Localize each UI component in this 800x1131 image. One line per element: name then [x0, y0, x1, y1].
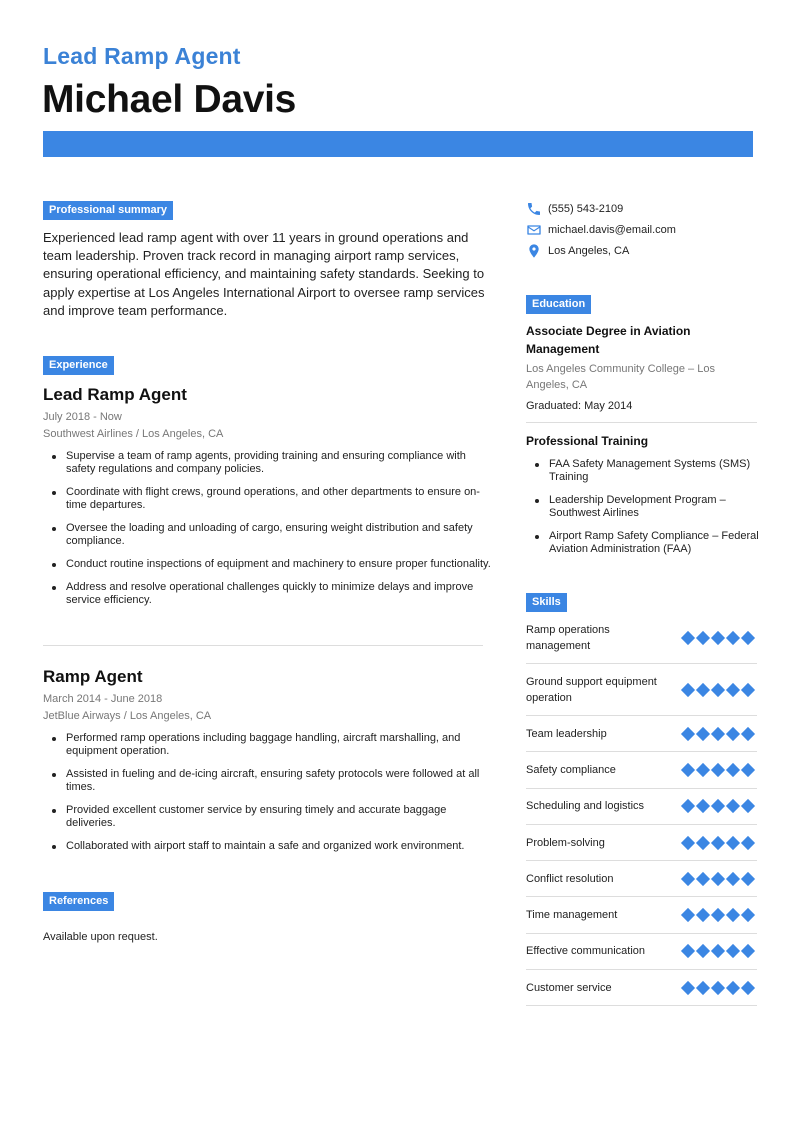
- skill-rating: [683, 685, 753, 695]
- education-school: Los Angeles Community College – Los Angeles, CA: [526, 363, 715, 391]
- skill-rating: [683, 765, 753, 775]
- rating-diamond-icon: [696, 908, 710, 922]
- summary-text: Experienced lead ramp agent with over 11 years in ground operations and team leadership. Proven track record in managing airport ramp services, ensuring operational efficiency, and maintaining safety standards. Seeking to apply expertise at Los Angeles International Airport to oversee ramp services and improve team performance.: [43, 230, 485, 318]
- rating-diamond-icon: [711, 835, 725, 849]
- skill-name: Ground support equipment operation: [526, 675, 657, 704]
- job-bullets: [43, 732, 493, 853]
- rating-diamond-icon: [696, 630, 710, 644]
- rating-diamond-icon: [726, 682, 740, 696]
- job-bullets: [43, 450, 493, 607]
- section-heading-skills: Skills: [526, 593, 567, 612]
- skill-rating: [683, 910, 753, 920]
- rating-diamond-icon: [741, 981, 755, 995]
- skill-row: [526, 716, 757, 752]
- rating-diamond-icon: [711, 908, 725, 922]
- rating-diamond-icon: [741, 727, 755, 741]
- job-entry: [43, 667, 493, 863]
- list-item: Leadership Development Program – Southwest Airlines: [526, 494, 766, 520]
- rating-diamond-icon: [726, 799, 740, 813]
- rating-diamond-icon: [741, 799, 755, 813]
- skill-row: [526, 612, 757, 664]
- training-title: Professional Training: [526, 434, 649, 448]
- skill-rating: [683, 801, 753, 811]
- skill-row: [526, 664, 757, 716]
- rating-diamond-icon: [711, 630, 725, 644]
- rating-diamond-icon: [681, 981, 695, 995]
- rating-diamond-icon: [726, 630, 740, 644]
- envelope-icon: [526, 222, 542, 238]
- skill-name: Conflict resolution: [526, 872, 614, 885]
- section-heading-summary: Professional summary: [43, 201, 173, 220]
- job-title: Lead Ramp Agent: [43, 385, 187, 404]
- job-company: JetBlue Airways / Los Angeles, CA: [43, 710, 212, 722]
- rating-diamond-icon: [741, 630, 755, 644]
- email-address: michael.davis@email.com: [548, 224, 676, 236]
- rating-diamond-icon: [726, 981, 740, 995]
- skill-name: Scheduling and logistics: [526, 800, 645, 813]
- skill-name: Problem-solving: [526, 836, 605, 849]
- rating-diamond-icon: [741, 908, 755, 922]
- section-divider: [526, 422, 757, 423]
- skill-row: [526, 934, 757, 970]
- skill-name: Customer service: [526, 981, 612, 994]
- rating-diamond-icon: [681, 908, 695, 922]
- rating-diamond-icon: [711, 981, 725, 995]
- location-pin-icon: [526, 243, 542, 259]
- rating-diamond-icon: [711, 682, 725, 696]
- rating-diamond-icon: [681, 727, 695, 741]
- rating-diamond-icon: [726, 763, 740, 777]
- rating-diamond-icon: [711, 727, 725, 741]
- skill-name: Ramp operations management: [526, 623, 610, 652]
- rating-diamond-icon: [741, 835, 755, 849]
- section-divider: [43, 645, 483, 646]
- skill-row: [526, 861, 757, 897]
- education-degree: Associate Degree in Aviation Management: [526, 324, 691, 356]
- skill-row: [526, 752, 757, 788]
- section-heading-experience: Experience: [43, 356, 114, 375]
- rating-diamond-icon: [696, 944, 710, 958]
- rating-diamond-icon: [711, 799, 725, 813]
- skill-rating: [683, 838, 753, 848]
- skill-row: [526, 897, 757, 933]
- rating-diamond-icon: [741, 763, 755, 777]
- rating-diamond-icon: [726, 908, 740, 922]
- list-item: FAA Safety Management Systems (SMS) Training: [526, 458, 766, 484]
- training-list: [526, 458, 766, 566]
- list-item: Address and resolve operational challenges quickly to minimize delays and improve service efficiency.: [43, 581, 493, 607]
- rating-diamond-icon: [726, 727, 740, 741]
- education-graduated: Graduated: May 2014: [526, 400, 633, 412]
- rating-diamond-icon: [726, 944, 740, 958]
- skill-rating: [683, 633, 753, 643]
- job-company: Southwest Airlines / Los Angeles, CA: [43, 428, 224, 440]
- job-entry: [43, 385, 493, 617]
- rating-diamond-icon: [711, 763, 725, 777]
- list-item: Coordinate with flight crews, ground operations, and other departments to ensure on-time departures.: [43, 486, 493, 512]
- list-item: Assisted in fueling and de-icing aircraft, ensuring safety protocols were followed at all times.: [43, 768, 493, 794]
- rating-diamond-icon: [681, 630, 695, 644]
- rating-diamond-icon: [681, 944, 695, 958]
- skill-rating: [683, 729, 753, 739]
- rating-diamond-icon: [681, 682, 695, 696]
- skill-name: Time management: [526, 909, 618, 922]
- contact-location: [526, 243, 629, 259]
- rating-diamond-icon: [696, 682, 710, 696]
- list-item: Oversee the loading and unloading of cargo, ensuring weight distribution and safety compliance.: [43, 522, 493, 548]
- job-dates: July 2018 - Now: [43, 411, 122, 423]
- contact-phone: [526, 201, 623, 217]
- header-accent-bar: [43, 131, 753, 157]
- list-item: Provided excellent customer service by ensuring timely and accurate baggage deliveries.: [43, 804, 493, 830]
- rating-diamond-icon: [741, 944, 755, 958]
- rating-diamond-icon: [696, 872, 710, 886]
- list-item: Performed ramp operations including baggage handling, aircraft marshalling, and equipment operation.: [43, 732, 493, 758]
- job-dates: March 2014 - June 2018: [43, 693, 163, 705]
- skill-row: [526, 825, 757, 861]
- rating-diamond-icon: [696, 799, 710, 813]
- rating-diamond-icon: [711, 944, 725, 958]
- skill-rating: [683, 946, 753, 956]
- skill-rating: [683, 874, 753, 884]
- candidate-name: Michael Davis: [42, 78, 297, 121]
- rating-diamond-icon: [741, 872, 755, 886]
- rating-diamond-icon: [696, 981, 710, 995]
- rating-diamond-icon: [696, 727, 710, 741]
- rating-diamond-icon: [741, 682, 755, 696]
- skill-name: Effective communication: [526, 945, 646, 958]
- rating-diamond-icon: [681, 872, 695, 886]
- job-title: Ramp Agent: [43, 667, 143, 686]
- skill-rating: [683, 983, 753, 993]
- phone-number: (555) 543-2109: [548, 203, 624, 215]
- skill-row: [526, 970, 757, 1006]
- rating-diamond-icon: [681, 763, 695, 777]
- list-item: Supervise a team of ramp agents, providing training and ensuring compliance with safety regulations and company policies.: [43, 450, 493, 476]
- rating-diamond-icon: [696, 835, 710, 849]
- skill-name: Team leadership: [526, 727, 607, 740]
- resume-job-title: Lead Ramp Agent: [43, 43, 241, 69]
- list-item: Airport Ramp Safety Compliance – Federal Aviation Administration (FAA): [526, 530, 766, 556]
- skill-row: [526, 789, 757, 825]
- rating-diamond-icon: [681, 799, 695, 813]
- skills-list: [526, 612, 757, 1006]
- section-heading-education: Education: [526, 295, 591, 314]
- rating-diamond-icon: [696, 763, 710, 777]
- contact-email: [526, 222, 676, 238]
- rating-diamond-icon: [726, 835, 740, 849]
- rating-diamond-icon: [726, 872, 740, 886]
- phone-icon: [526, 201, 542, 217]
- rating-diamond-icon: [711, 872, 725, 886]
- list-item: Conduct routine inspections of equipment and machinery to ensure proper functionality.: [43, 558, 493, 571]
- location-text: Los Angeles, CA: [548, 245, 630, 257]
- section-heading-references: References: [43, 892, 114, 911]
- list-item: Collaborated with airport staff to maintain a safe and organized work environment.: [43, 840, 493, 853]
- skill-name: Safety compliance: [526, 763, 616, 776]
- references-text: Available upon request.: [43, 931, 158, 943]
- rating-diamond-icon: [681, 835, 695, 849]
